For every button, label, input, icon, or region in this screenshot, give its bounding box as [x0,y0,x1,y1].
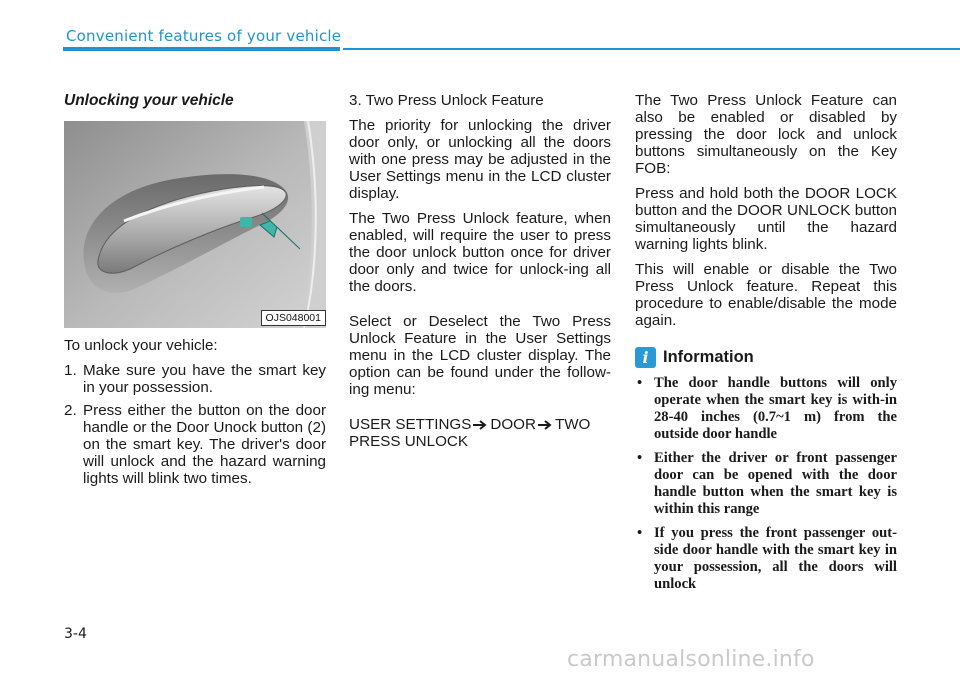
arrow-right-icon [473,420,488,430]
feature-heading: 3. Two Press Unlock Feature [349,92,544,109]
section-heading: Unlocking your vehicle [64,92,234,109]
intro-text: To unlock your vehicle: [64,337,218,354]
menu-path: USER SETTINGS DOOR TWO PRESS UNLOCK [349,416,591,450]
page-number: 3-4 [64,626,87,642]
section-header-title: Convenient features of your vehicle [66,27,342,45]
list-item: 2. Press either the button on the door handle or the Door Unock button (2) on the smart key. The driver's door will unlock and the hazard warning lights will blink two times. [64,402,326,487]
door-handle-image [64,121,326,328]
information-list [635,375,897,593]
paragraph: Press and hold both the DOOR LOCK button and the DOOR UNLOCK button simultaneously until the hazard warning lights blink. [635,185,897,253]
list-item: 1. Make sure you have the smart key in your possession. [64,362,326,396]
middle-column [349,92,611,458]
list-item: • Either the driver or front passenger door can be opened with the door handle button when the smart key is within this range [637,450,897,517]
header-accent-bar [63,47,340,51]
door-handle-photo [64,121,326,328]
information-header [635,347,897,368]
list-item: • The door handle buttons will only operate when the smart key is with-in 28-40 inches (0.7~1 m) from the outside door handle [637,375,897,442]
figure-code: OJS048001 [261,310,326,326]
paragraph: Select or Deselect the Two Press Unlock Feature in the User Settings menu in the LCD cluster display. The option can be found under the follow-ing menu: [349,313,611,398]
steps-list [64,362,326,487]
arrow-right-icon [538,420,553,430]
information-title: Information [663,348,754,366]
paragraph: The Two Press Unlock Feature can also be enabled or disabled by pressing the door lock and unlock buttons simultaneously on the Key FOB: [635,92,897,177]
right-column [635,92,897,600]
watermark: carmanualsonline.info [567,647,815,672]
list-item: • If you press the front passenger out-side door handle with the smart key in your possession, all the doors will unlock [637,525,897,592]
left-column [64,92,326,493]
paragraph: The Two Press Unlock feature, when enabled, will require the user to press the door unlock button once for driver door only and twice for unlock-ing all the doors. [349,210,611,295]
header-rule [343,48,960,50]
info-icon: i [635,347,656,368]
paragraph: The priority for unlocking the driver door only, or unlocking all the doors with one press may be adjusted in the User Settings menu in the LCD cluster display. [349,117,611,202]
paragraph: This will enable or disable the Two Press Unlock feature. Repeat this procedure to enable/disable the mode again. [635,261,897,329]
